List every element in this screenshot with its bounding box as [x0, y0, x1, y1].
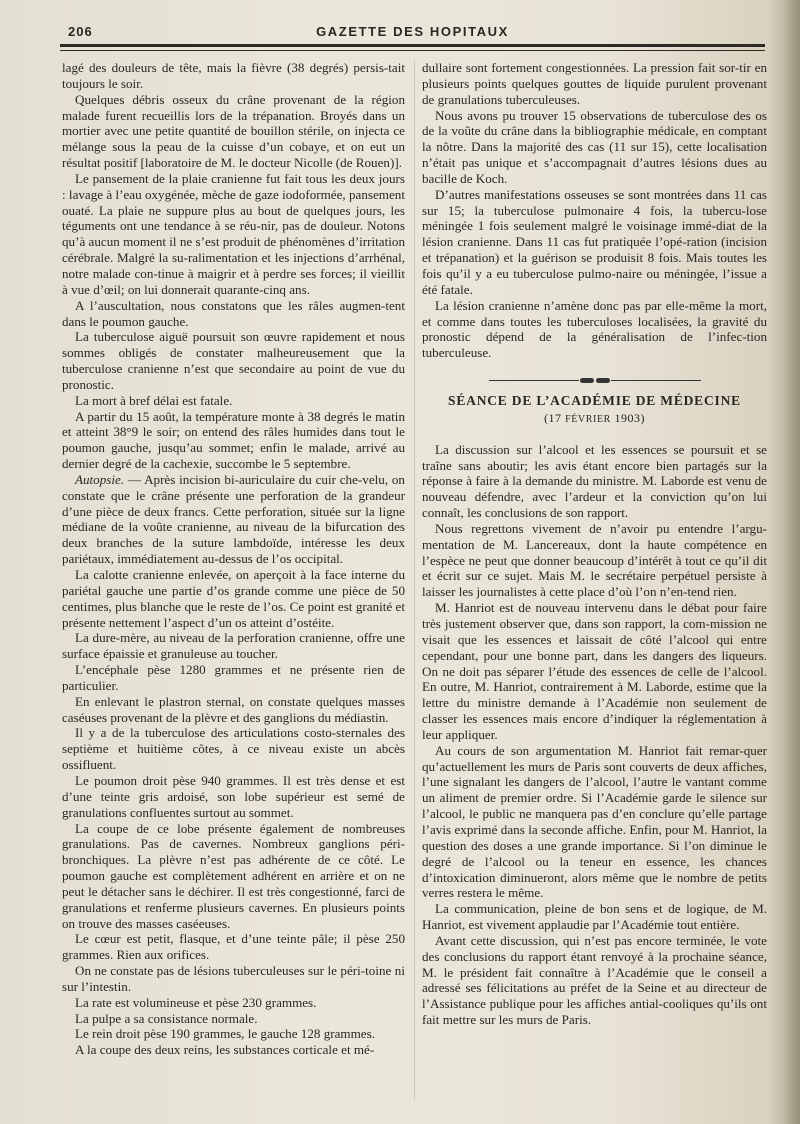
- paragraph: L’encéphale pèse 1280 grammes et ne présente rien de particulier.: [62, 662, 405, 693]
- section-date-month: FÉVRIER: [565, 413, 611, 425]
- paragraph: On ne constate pas de lésions tuberculeuses sur le péri-toine ni sur l’intestin.: [62, 963, 405, 994]
- paragraph: lagé des douleurs de tête, mais la fièvre (38 degrés) persis-tait toujours le soir.: [62, 60, 405, 91]
- paragraph: Nous avons pu trouver 15 observations de tuberculose des os de la voûte du crâne dans la bibliographie médicale, en comptant la nôtre. Dans la majorité des cas (11 sur 15), cette localisation n’était pas unique et s’accompagnait d’autres lésions dues au bacille de Koch.: [422, 107, 767, 186]
- paragraph: La calotte cranienne enlevée, on aperçoit à la face interne du pariétal gauche une partie d’os grande comme une pièce de 50 centimes, plus blanche que le reste de l’os. Ce point est granité et présente nettement l’aspect d’un os atteint d’ostéite.: [62, 567, 405, 630]
- autopsy-text: — Après incision bi-auriculaire du cuir che-velu, on constate que le crâne présente une perforation de la grandeur d’une pièce de deux francs. Cette perforation, située sur la ligne médiane de la voûte cranienne, au niveau de la bifurcation des deux branches de la suture lambdoïde, intéresse les deux pariétaux, immédiatement au-dessus de l’os occipital.: [62, 471, 405, 567]
- section-title: SÉANCE DE L’ACADÉMIE DE MÉDECINE: [448, 393, 741, 409]
- paragraph: En enlevant le plastron sternal, on constate quelques masses caséuses provenant de la plèvre et des ganglions du médiastin.: [62, 693, 405, 725]
- right-column: [422, 60, 767, 1120]
- left-column: [62, 60, 405, 1120]
- journal-title: GAZETTE DES HOPITAUX: [316, 24, 509, 39]
- section-date-year: 1903): [614, 410, 645, 425]
- paragraph: A l’auscultation, nous constatons que les râles augmen-tent dans le poumon gauche.: [62, 297, 405, 329]
- section-date: [422, 411, 767, 428]
- paragraph: La pulpe a sa consistance normale.: [75, 1010, 258, 1026]
- paragraph: La dure-mère, au niveau de la perforation cranienne, offre une surface épaissie et granuleuse au toucher.: [62, 630, 405, 662]
- paragraph: dullaire sont fortement congestionnées. La pression fait sor-tir en plusieurs points quelques gouttes de liquide purulent provenant de granulations tuberculeuses.: [422, 60, 767, 107]
- paragraph: Avant cette discussion, qui n’est pas encore terminée, le vote des conclusions du rapport étant renvoyé à la prochaine séance, M. le président fait connaître à l’Académie que le conseil a adressé ses félicitations au préfet de la Seine et au directeur de l’Assistance publique pour les affiches antial-cooliques qu’ils ont fait mettre sur les murs de Paris.: [422, 932, 767, 1028]
- autopsy-label: Autopsie.: [75, 471, 125, 487]
- paragraph: M. Hanriot est de nouveau intervenu dans le débat pour faire très justement observer que, dans son rapport, la com-mission ne visait que les essences et laissait de côté l’alcool qui entre cependant, pour une bonne part, dans les dangers des liqueurs. On ne doit pas séparer l’étude des essences de celle de l’alcool. En outre, M. Hanriot, contrairement à M. Laborde, estime que la lettre du ministre demande à l’Académie non seulement de classer les essences mais encore d’indiquer la réglementation à leur appliquer.: [422, 600, 767, 742]
- paragraph: La lésion cranienne n’amène donc pas par elle-même la mort, et comme dans toutes les tuberculoses localisées, la gravité du pronostic dépend de la généralisation de l’infec-tion tuberculeuse.: [422, 297, 767, 361]
- paragraph: Le rein droit pèse 190 grammes, le gauche 128 grammes.: [75, 1026, 375, 1042]
- paragraph: La rate est volumineuse et pèse 230 grammes.: [75, 994, 317, 1010]
- paragraph: Le cœur est petit, flasque, et d’une teinte pâle; il pèse 250 grammes. Rien aux orifices.: [62, 931, 405, 963]
- paragraph: Quelques débris osseux du crâne provenant de la région malade furent recueillis lors de la trépanation. Broyés dans un mortier avec une petite quantité de bouillon stérile, on injecta ce mélange sous la peau de la cuisse d’un cobaye, et on eut un résultat positif [laboratoire de M. le docteur Nicolle (de Rouen)].: [62, 91, 405, 171]
- paragraph: La communication, pleine de bon sens et de logique, de M. Hanriot, est vivement applaudie par l’Académie tout entière.: [422, 901, 767, 933]
- paragraph: D’autres manifestations osseuses se sont montrées dans 11 cas sur 15; la tuberculose pulmonaire 4 fois, la tubercu-lose méningée 1 fois seulement malgré le voisinage immé-diat de la lésion cranienne. Dans 11 cas fut pratiquée l’opé-ration (incision et trépanation) et la guérison se produisit 8 fois. Mais toutes les fois qu’il y a eu tuberculose pulmo-naire ou méningée, l’issue a été fatale.: [422, 186, 767, 297]
- column-divider: [414, 60, 415, 1100]
- paragraph: Le poumon droit pèse 940 grammes. Il est très dense et est d’une teinte gris ardoisé, son lobe supérieur est semé de granulations confluentes surtout au sommet.: [62, 772, 405, 820]
- page-edge-shadow: [784, 0, 800, 1124]
- paragraph: A partir du 15 août, la température monte à 38 degrés le matin et atteint 38°9 le soir; on entend des râles humides dans tout le poumon gauche, jusqu’au sommet; enfin le malade, arrivé au dernier degré de la cachexie, succombe le 5 septembre.: [62, 408, 405, 472]
- section-date-day: (17: [544, 410, 562, 425]
- paragraph: La mort à bref délai est fatale.: [75, 392, 233, 408]
- paragraph: Le pansement de la plaie cranienne fut fait tous les deux jours : lavage à l’eau oxygénée, mèche de gaze iodoformée, pansement ouaté. La plaie ne suppure plus au bout de quelques jours, les téguments ont une tendance à se réu-nir, pas de douleur. Notons qu’à aucun moment il ne s’est produit de phénomènes d’irritation cérébrale. Malgré la su-ralimentation et les injections d’arrhénal, notre malade con-tinue à maigrir et à perdre ses forces; il vieillit à vue d’œil; on lui donnerait quarante-cinq ans.: [62, 170, 405, 297]
- autopsy-paragraph: [62, 472, 405, 567]
- header-rule-thin: [60, 50, 765, 51]
- paragraph: La coupe de ce lobe présente également de nombreuses granulations. Pas de cavernes. Nombreux ganglions péri-bronchiques. La plèvre n’est pas adhérente de ce côté. Le poumon gauche est complètement adhérent en arrière et on ne peut le détacher sans le déchirer. Il est très congestionné, farci de granulations et renferme plusieurs cavernes. En plusieurs points on trouve des masses caséeuses.: [62, 820, 405, 931]
- paragraph: A la coupe des deux reins, les substances corticale et mé-: [75, 1042, 375, 1058]
- paragraph: Au cours de son argumentation M. Hanriot fait remar-quer qu’actuellement les murs de Paris sont couverts de deux affiches, l’une signalant les dangers de l’alcool, l’autre le vantant comme un aliment de premier ordre. Si l’Académie garde le silence sur l’alcool, le public ne manquera pas d’en conclure qu’elle partage l’avis exprimé dans la seconde affiche. Enfin, pour M. Hanriot, la question des doses a une grande importance. Si l’on diminue le degré de l’alcool ou la teneur en essence, les chances d’intoxication diminueront, alors même que le nombre de petits verres restera le même.: [422, 742, 767, 901]
- paragraph: Il y a de la tuberculose des articulations costo-sternales des septième et huitième côtes, à ce niveau existe un abcès ossifluent.: [62, 725, 405, 773]
- section-separator: [422, 371, 767, 379]
- header-rule-thick: [60, 44, 765, 47]
- paragraph: La tuberculose aiguë poursuit son œuvre rapidement et nous sommes obligés de constater malheureusement que la tuberculose cranienne n’est que secondaire au point de vue du pronostic.: [62, 329, 405, 392]
- paragraph: La discussion sur l’alcool et les essences se poursuit et se traîne sans aboutir; les avis étant encore bien partagés sur la réponse à faire à la demande du ministre. M. Laborde est venu de nouveau défendre, avec l’ardeur et la conviction qu’on lui connaît, les conclusions de son rapport.: [422, 441, 767, 521]
- page-number: 206: [68, 24, 93, 39]
- paragraph: Nous regrettons vivement de n’avoir pu entendre l’argu-mentation de M. Lancereaux, dont la haute compétence en l’espèce ne peut que donner beaucoup d’intérêt à tout ce qu’il dit et écrit sur ce sujet. Mais M. le secrétaire perpétuel persiste à laisser les journalistes à cette place d’où l’on n’en-tend rien.: [422, 520, 767, 600]
- page-header: [60, 22, 765, 42]
